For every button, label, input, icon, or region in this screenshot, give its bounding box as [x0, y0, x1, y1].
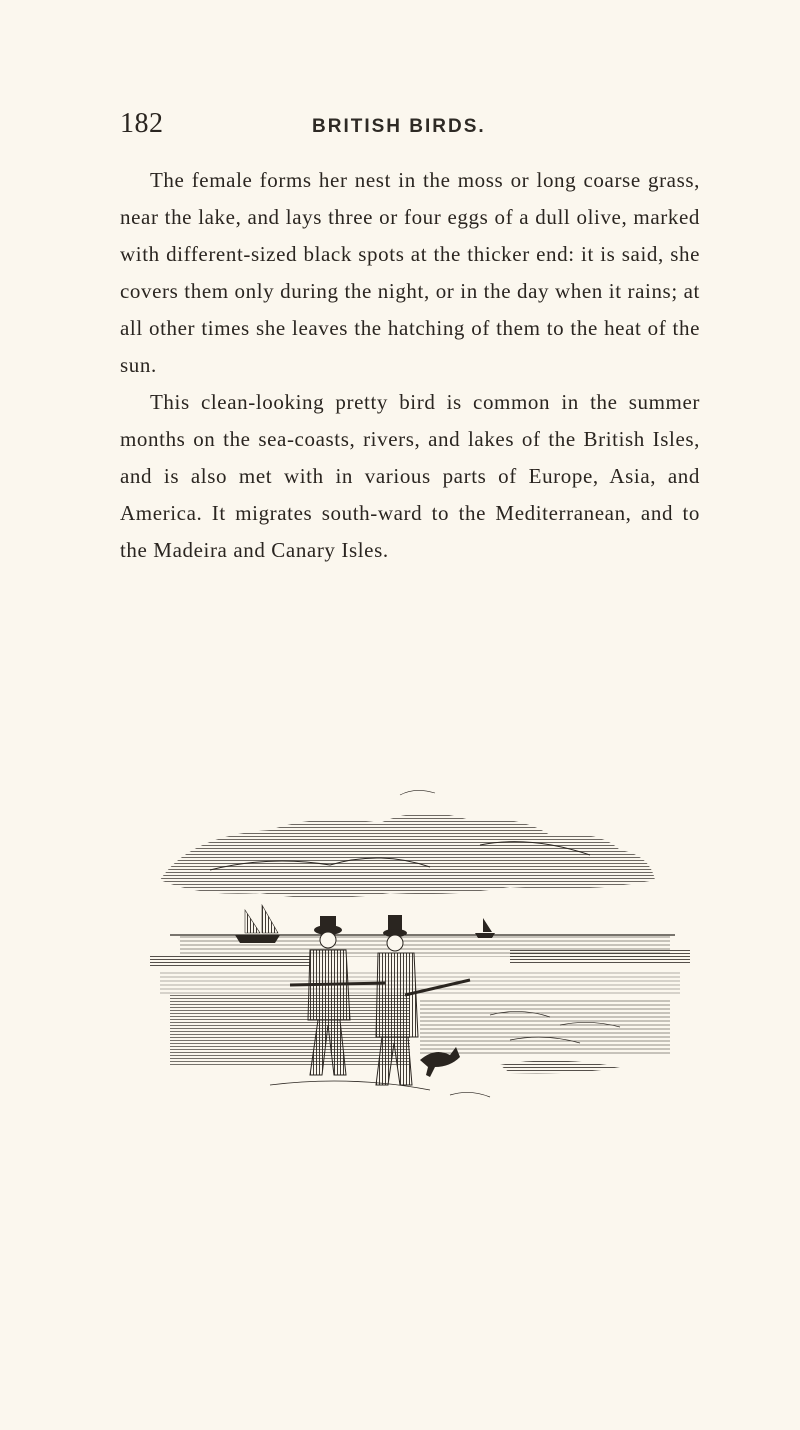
running-title: BRITISH BIRDS. [312, 116, 486, 137]
engraved-vignette-illustration [150, 775, 690, 1120]
sky-clouds [160, 790, 655, 898]
page-number: 182 [120, 108, 164, 139]
gun-left [290, 983, 385, 985]
distant-boat [475, 918, 495, 938]
page-header [120, 108, 700, 148]
body-text [120, 162, 700, 569]
sea-horizon [150, 935, 690, 967]
paragraph-2: This clean-looking pretty bird is common in the summer months on the sea-coasts, rivers, and lakes of the British Isles, and is also met with in various parts of Europe, Asia, and America. It migrates south-ward to the Mediterranean, and to the Madeira and Canary Isles. [120, 390, 700, 562]
shore-ground [160, 970, 680, 1090]
sailing-ship [235, 905, 280, 943]
paragraph-1: The female forms her nest in the moss or long coarse grass, near the lake, and lays three or four eggs of a dull olive, marked with different-sized black spots at the thicker end: it is said, she covers them only during the night, or in the day when it rains; at all other times she leaves the hatching of them to the heat of the sun. [120, 168, 700, 377]
